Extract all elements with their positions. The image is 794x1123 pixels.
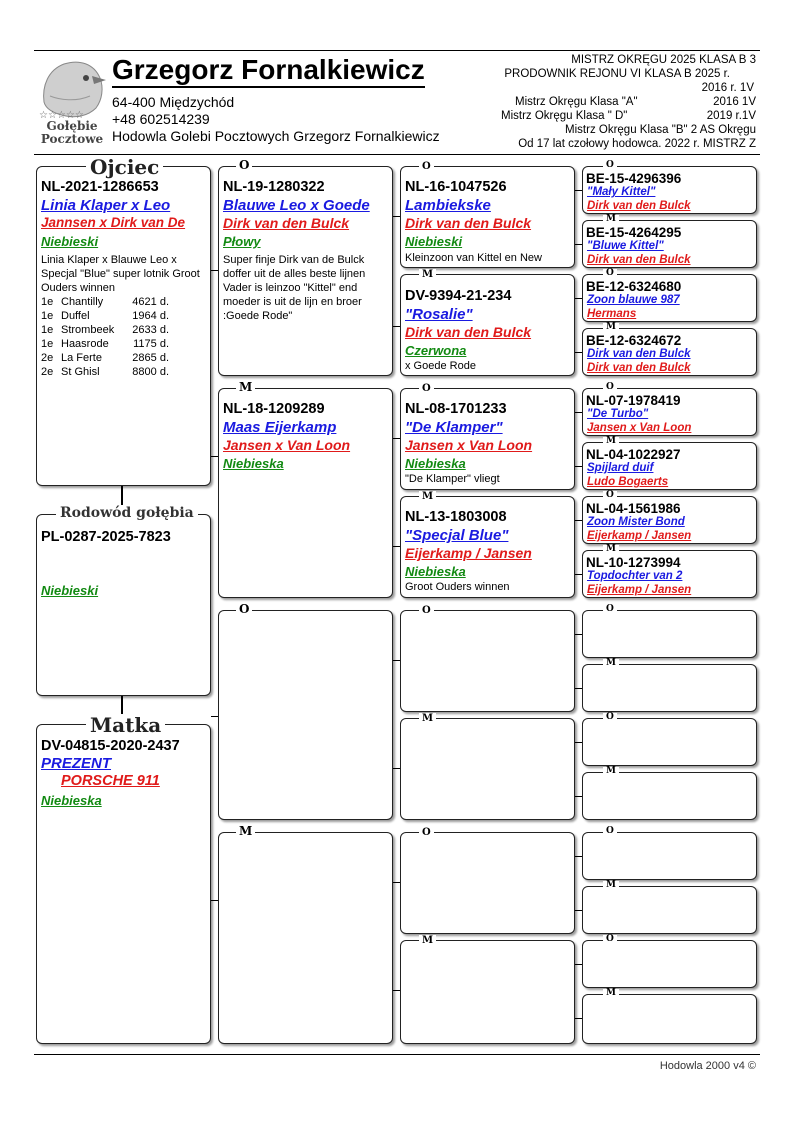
g3-ring: NL-13-1803008 — [405, 509, 507, 525]
logo-text: Gołębie Pocztowe — [40, 119, 104, 146]
mother-card — [36, 724, 211, 1044]
g4-card-empty — [582, 772, 757, 820]
connector — [575, 1018, 582, 1019]
connector — [393, 438, 400, 439]
g4-strain: Eijerkamp / Jansen — [587, 584, 692, 596]
subject-color: Niebieski — [41, 583, 99, 598]
sire-dam-strain: Jansen x Van Loon — [223, 437, 351, 453]
connector — [575, 244, 582, 245]
mother-color: Niebieska — [41, 793, 102, 808]
result-row: 1e Strombeek 2633 d. — [41, 324, 169, 336]
father-name: Linia Klaper x Leo — [41, 197, 171, 214]
sex-label: O — [236, 159, 252, 171]
result-row: 2e St Ghisl 8800 d. — [41, 366, 169, 378]
g4-ring: BE-15-4264295 — [586, 225, 682, 240]
result-row: 1e Duffel 1964 d. — [41, 310, 169, 322]
father-card — [36, 166, 211, 486]
sire-sire-ring: NL-19-1280322 — [223, 179, 325, 195]
g3-color: Niebieska — [405, 456, 466, 471]
sire-dam-color: Niebieska — [223, 456, 284, 471]
breeder-loft: Hodowla Golebi Pocztowych Grzegorz Fornalkiewicz — [112, 128, 440, 144]
g3-card-empty — [400, 940, 575, 1044]
sex-label: M — [419, 935, 436, 947]
g4-name: Zoon Mister Bond — [587, 516, 685, 528]
sire-sire-description: Super finje Dirk van de Bulck doffer uit de alles beste lijnen Vader is leinzoo "Kittel" end moeder is uit de lijn en broer :Goede Rode" — [223, 254, 366, 322]
connector — [575, 856, 582, 857]
connector — [575, 796, 582, 797]
mother-label: Matka — [86, 714, 165, 736]
connector — [393, 546, 400, 547]
sex-label: O — [603, 269, 617, 278]
connector — [575, 634, 582, 635]
connector — [575, 190, 582, 191]
g3-ring: NL-08-1701233 — [405, 401, 507, 417]
result-row: 1e Haasrode 1175 d. — [41, 338, 169, 350]
g4-strain: Eijerkamp / Jansen — [587, 530, 692, 542]
g4-ring: NL-10-1273994 — [586, 555, 681, 570]
sire-dam-ring: NL-18-1209289 — [223, 401, 325, 417]
g4-card — [582, 550, 757, 598]
connector — [393, 216, 400, 217]
g4-ring: NL-07-1978419 — [586, 393, 681, 408]
g3-card — [400, 496, 575, 598]
g4-card — [582, 388, 757, 436]
g3-description: x Goede Rode — [405, 360, 476, 372]
g4-strain: Jansen x Van Loon — [587, 422, 692, 434]
sex-label: M — [419, 269, 436, 281]
g3-description: Kleinzoon van Kittel en New — [405, 252, 542, 264]
connector — [575, 742, 582, 743]
g3-name: "De Klamper" — [405, 419, 503, 436]
sire-sire-strain: Dirk van den Bulck — [223, 215, 350, 231]
g4-card-empty — [582, 664, 757, 712]
g4-strain: Dirk van den Bulck — [587, 362, 691, 374]
sex-label: M — [603, 215, 619, 224]
subject-card — [36, 514, 211, 696]
pedigree-label: Rodowód gołębia — [56, 505, 198, 521]
sex-label: O — [603, 827, 617, 836]
connector — [575, 520, 582, 521]
g3-color: Czerwona — [405, 343, 467, 358]
sire-dam-name: Maas Eijerkamp — [223, 419, 337, 436]
g3-name: Lambiekske — [405, 197, 491, 214]
mother-ring: DV-04815-2020-2437 — [41, 738, 180, 754]
g4-ring: NL-04-1022927 — [586, 447, 681, 462]
achievement: Od 17 lat czołowy hodowca. 2022 r. MISTRZ Z — [518, 138, 756, 150]
sex-label: M — [603, 659, 619, 668]
g4-card — [582, 442, 757, 490]
g4-card-empty — [582, 940, 757, 988]
top-rule — [34, 50, 760, 51]
father-label: Ojciec — [86, 156, 163, 178]
subject-ring: PL-0287-2025-7823 — [41, 529, 171, 545]
connector — [393, 768, 400, 769]
connector — [211, 900, 218, 901]
g4-ring: BE-12-6324672 — [586, 333, 682, 348]
g3-card — [400, 388, 575, 490]
sex-label: O — [603, 491, 617, 500]
g4-ring: BE-15-4296396 — [586, 171, 682, 186]
sex-label: O — [236, 603, 252, 615]
sex-label: O — [603, 161, 617, 170]
connector — [575, 466, 582, 467]
connector — [211, 270, 218, 271]
g4-card — [582, 328, 757, 376]
footer-text: Hodowla 2000 v4 © — [659, 1060, 756, 1072]
sire-sire-card — [218, 166, 393, 376]
connector — [211, 456, 218, 457]
g4-strain: Dirk van den Bulck — [587, 200, 691, 212]
g4-card — [582, 496, 757, 544]
g4-name: Topdochter van 2 — [587, 570, 683, 582]
mother-name: PREZENT — [41, 755, 112, 772]
achievement: Mistrz Okręgu Klasa " D" — [501, 110, 628, 122]
sex-label: O — [419, 383, 434, 395]
breeder-address: 64-400 Międzychód — [112, 94, 235, 110]
g3-card-empty — [400, 610, 575, 712]
connector — [575, 910, 582, 911]
g3-card-empty — [400, 832, 575, 934]
sex-label: M — [419, 713, 436, 725]
g3-color: Niebieska — [405, 564, 466, 579]
connector — [393, 660, 400, 661]
g4-card-empty — [582, 886, 757, 934]
father-color: Niebieski — [41, 234, 99, 249]
g4-name: Dirk van den Bulck — [587, 348, 691, 360]
g4-name: "Mały Kittel" — [587, 186, 656, 198]
g3-ring: NL-16-1047526 — [405, 179, 507, 195]
g3-card — [400, 166, 575, 268]
connector — [211, 716, 218, 717]
g3-name: "Rosalie" — [405, 306, 473, 323]
sex-label: M — [603, 767, 619, 776]
sex-label: O — [419, 161, 434, 173]
g4-card-empty — [582, 994, 757, 1044]
sire-sire-color: Płowy — [223, 234, 261, 249]
sex-label: M — [419, 491, 436, 503]
g4-card — [582, 220, 757, 268]
g4-strain: Hermans — [587, 308, 637, 320]
achievement: PRODOWNIK REJONU VI KLASA B 2025 r. — [504, 68, 730, 80]
connector — [575, 964, 582, 965]
father-results — [41, 295, 169, 379]
g3-strain: Dirk van den Bulck — [405, 215, 532, 231]
sex-label: M — [603, 323, 619, 332]
achievement: Mistrz Okręgu Klasa "A" — [515, 96, 638, 108]
sex-label: O — [603, 605, 617, 614]
g3-strain: Dirk van den Bulck — [405, 324, 532, 340]
sex-label: O — [419, 605, 434, 617]
connector — [393, 990, 400, 991]
sex-label: M — [236, 381, 255, 393]
sire-dam-card — [218, 388, 393, 598]
sex-label: M — [603, 437, 619, 446]
g3-card — [400, 274, 575, 376]
g4-card-empty — [582, 610, 757, 658]
achievement: 2016 1V — [713, 96, 756, 108]
connector — [575, 352, 582, 353]
mother-strain: PORSCHE 911 — [61, 773, 160, 789]
sex-label: M — [603, 989, 619, 998]
sex-label: O — [603, 713, 617, 722]
footer-rule — [34, 1054, 760, 1055]
father-ring: NL-2021-1286653 — [41, 179, 159, 195]
connector — [575, 574, 582, 575]
connector — [575, 412, 582, 413]
g4-card-empty — [582, 832, 757, 880]
connector — [575, 298, 582, 299]
g3-strain: Jansen x Van Loon — [405, 437, 533, 453]
sex-label: O — [603, 383, 617, 392]
dam-sire-card — [218, 610, 393, 820]
g3-ring: DV-9394-21-234 — [405, 288, 512, 304]
g4-card-empty — [582, 718, 757, 766]
achievement: Mistrz Okręgu Klasa "B" 2 AS Okręgu — [565, 124, 756, 136]
breeder-phone: +48 602514239 — [112, 111, 210, 127]
sire-sire-name: Blauwe Leo x Goede — [223, 197, 370, 214]
g4-ring: NL-04-1561986 — [586, 501, 681, 516]
g3-description: "De Klamper" vliegt — [405, 473, 500, 485]
connector — [393, 326, 400, 327]
sex-label: M — [603, 881, 619, 890]
g4-name: Zoon blauwe 987 — [587, 294, 680, 306]
g3-card-empty — [400, 718, 575, 820]
g4-card — [582, 166, 757, 214]
g4-name: "De Turbo" — [587, 408, 649, 420]
sex-label: O — [603, 935, 617, 944]
g4-strain: Dirk van den Bulck — [587, 254, 691, 266]
g4-name: "Bluwe Kittel" — [587, 240, 664, 252]
achievement: MISTRZ OKRĘGU 2025 KLASA B 3 — [571, 54, 756, 66]
sex-label: O — [419, 827, 434, 839]
result-row: 1e Chantilly 4621 d. — [41, 296, 169, 308]
father-strain: Jannsen x Dirk van De — [41, 215, 186, 230]
svg-text:☆☆☆☆☆: ☆☆☆☆☆ — [39, 110, 84, 121]
connector — [393, 882, 400, 883]
father-description: Linia Klaper x Blauwe Leo x Specjal "Blue" super lotnik Groot Ouders winnen — [41, 254, 200, 294]
result-row: 2e La Ferte 2865 d. — [41, 352, 169, 364]
achievement: 2019 r.1V — [706, 110, 756, 122]
g4-card — [582, 274, 757, 322]
connector — [575, 688, 582, 689]
achievement: 2016 r. 1V — [701, 82, 754, 94]
g3-description: Groot Ouders winnen — [405, 581, 510, 593]
g3-name: "Specjal Blue" — [405, 527, 509, 544]
g4-ring: BE-12-6324680 — [586, 279, 682, 294]
g3-strain: Eijerkamp / Jansen — [405, 545, 532, 561]
sex-label: M — [603, 545, 619, 554]
sex-label: M — [236, 825, 255, 837]
breeder-name: Grzegorz Fornalkiewicz — [112, 54, 425, 88]
g4-name: Spijlard duif — [587, 462, 654, 474]
dam-dam-card — [218, 832, 393, 1044]
g3-color: Niebieski — [405, 234, 463, 249]
g4-strain: Ludo Bogaerts — [587, 476, 669, 488]
